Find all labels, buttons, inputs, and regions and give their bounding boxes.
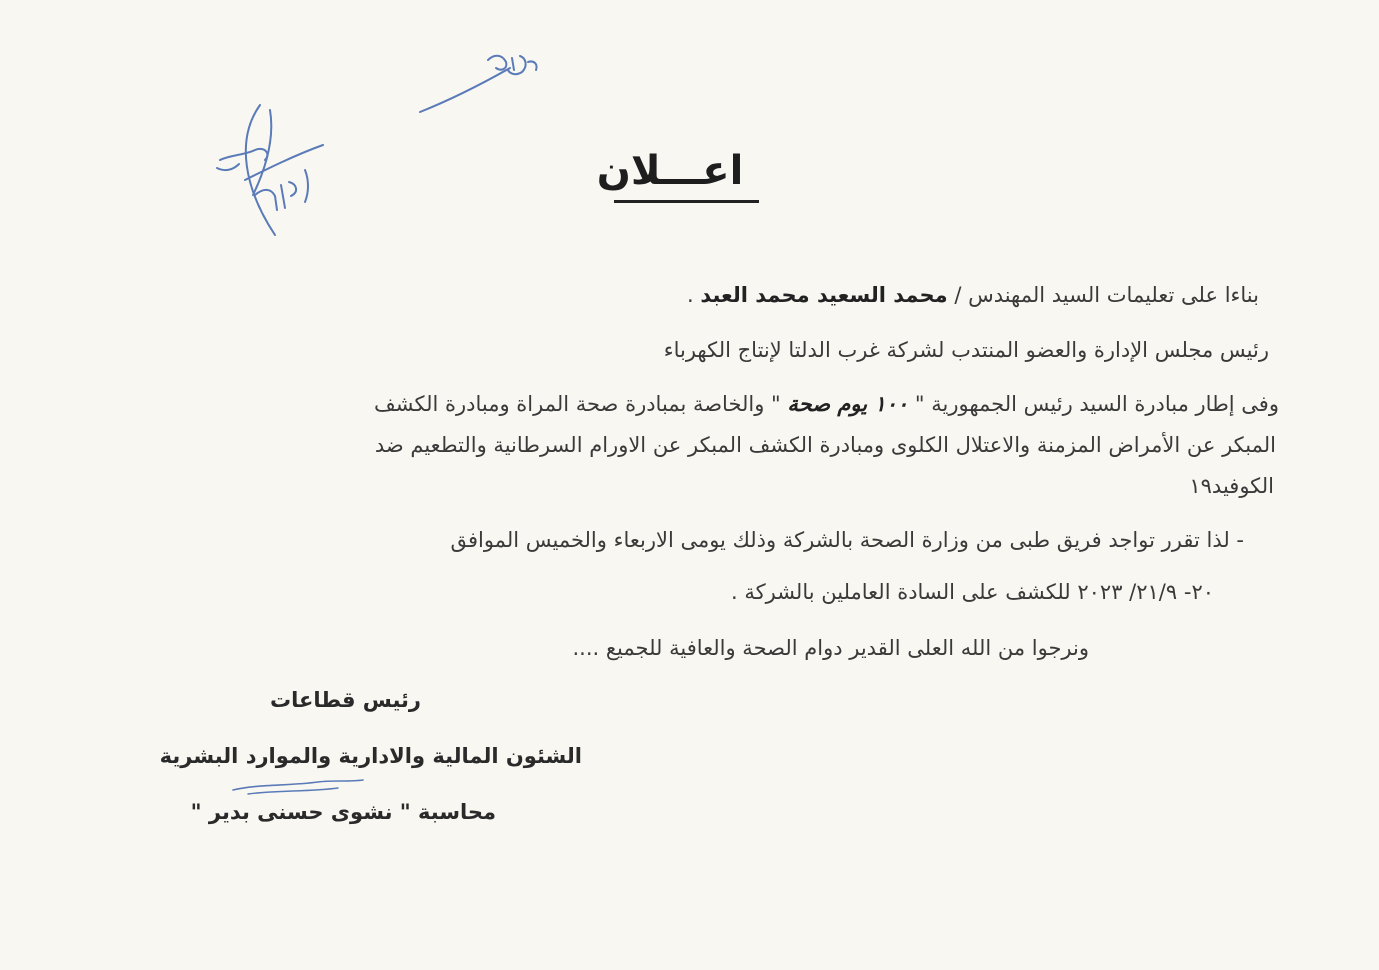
instruction-suffix: . [686, 283, 694, 307]
date-line: ٢٠- ٢١/٩/ ٢٠٢٣ للكشف على السادة العاملين بالشركة . [731, 580, 1214, 604]
signature-department: الشئون المالية والادارية والموارد البشرية [159, 744, 582, 768]
initiative-prefix: وفى إطار مبادرة السيد رئيس الجمهورية " [914, 392, 1279, 416]
instruction-prefix: بناءا على تعليمات السيد المهندس / [954, 283, 1259, 307]
initiative-line [374, 392, 1279, 416]
engineer-name: محمد السعيد محمد العبد [700, 283, 948, 307]
early-detection-line: المبكر عن الأمراض المزمنة والاعتلال الكلوى ومبادرة الكشف المبكر عن الاورام السرطانية والتطعيم ضد [374, 433, 1276, 457]
title-underline [614, 200, 759, 203]
signature-scribble [228, 776, 368, 798]
medical-team-line: - لذا تقرر تواجد فريق طبى من وزارة الصحة بالشركة وذلك يومى الاربعاء والخميس الموافق [450, 528, 1244, 552]
handwritten-date-signature [205, 100, 335, 245]
initiative-suffix: " والخاصة بمبادرة صحة المراة ومبادرة الكشف [374, 392, 781, 416]
initiative-name: ١٠٠ يوم صحة [787, 392, 909, 416]
announcement-title: اعـــلان [596, 148, 744, 194]
signature-role: رئيس قطاعات [270, 688, 421, 712]
closing-line: ونرجوا من الله العلى القدير دوام الصحة والعافية للجميع .... [572, 636, 1089, 660]
covid-line: الكوفيد١٩ [1189, 474, 1274, 498]
handwritten-initials [410, 40, 550, 120]
instruction-line [687, 283, 1259, 307]
signature-name: محاسبة " نشوى حسنى بدير " [190, 800, 496, 824]
chairman-title-line: رئيس مجلس الإدارة والعضو المنتدب لشركة غرب الدلتا لإنتاج الكهرباء [663, 338, 1269, 362]
